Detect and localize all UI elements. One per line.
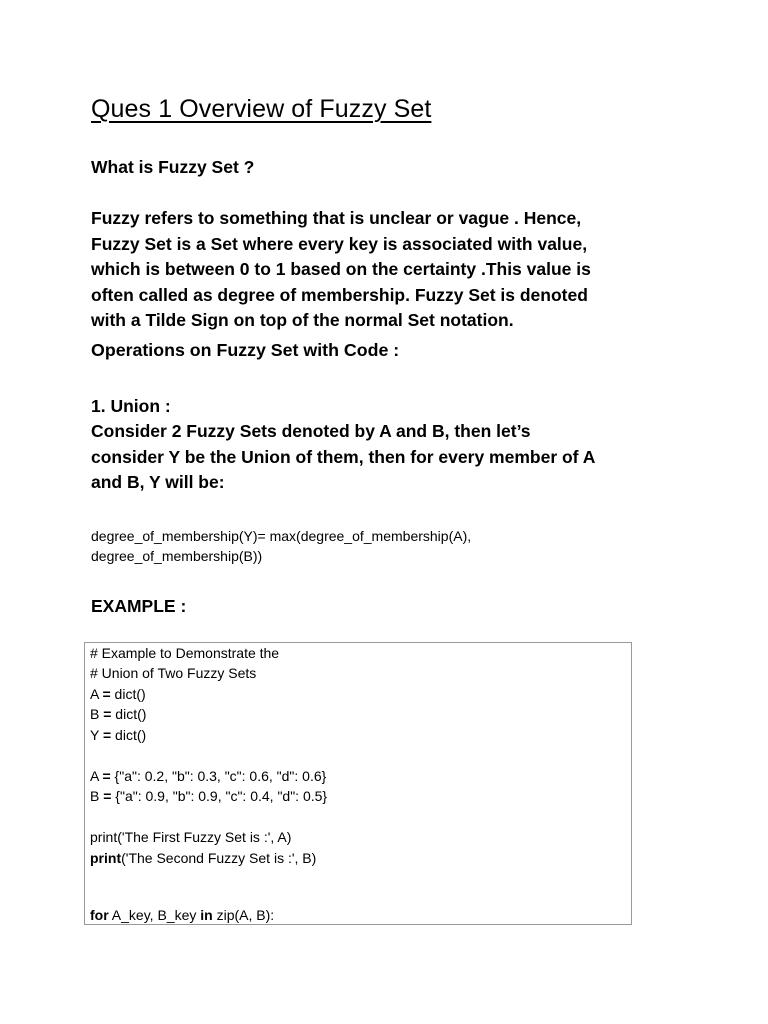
code-operator: = — [103, 706, 112, 722]
intro-line: Fuzzy Set is a Set where every key is associated with value, — [91, 233, 588, 254]
code-text: A — [90, 686, 103, 702]
formula-line: degree_of_membership(B)) — [91, 548, 263, 564]
code-keyword: print — [90, 850, 122, 866]
intro-line: often called as degree of membership. Fuzzy Set is denoted — [91, 284, 588, 305]
union-line: consider Y be the Union of them, then for every member of A — [91, 446, 596, 467]
code-line — [90, 848, 316, 868]
code-operator: = — [102, 727, 112, 743]
union-description — [91, 419, 691, 496]
intro-line: with a Tilde Sign on top of the normal Set notation. — [91, 310, 514, 331]
intro-paragraph — [91, 206, 691, 334]
code-text: dict() — [110, 686, 146, 702]
intro-line: Fuzzy refers to something that is unclear or vague . Hence, — [91, 208, 582, 228]
operations-heading: Operations on Fuzzy Set with Code : — [91, 340, 400, 360]
code-line — [90, 766, 326, 786]
code-line — [90, 786, 327, 806]
code-text: Y — [90, 727, 103, 743]
code-text: dict() — [111, 706, 147, 722]
code-text: A_key, B_key — [108, 907, 201, 923]
code-comment-line: # Union of Two Fuzzy Sets — [90, 665, 257, 681]
code-line — [90, 704, 146, 724]
code-line — [90, 905, 274, 925]
code-line — [90, 684, 146, 704]
code-text: B — [90, 788, 104, 804]
union-formula — [91, 526, 651, 566]
code-text: A — [90, 768, 103, 784]
page-title: Ques 1 Overview of Fuzzy Set — [91, 95, 432, 123]
code-text: dict() — [111, 727, 147, 743]
code-keyword: for — [90, 907, 109, 923]
code-comment-line: # Example to Demonstrate the — [90, 645, 280, 661]
union-heading: 1. Union : — [91, 396, 171, 416]
code-operator: = — [103, 788, 112, 804]
intro-line: which is between 0 to 1 based on the certainty .This value is — [91, 259, 591, 280]
code-line: print('The First Fuzzy Set is :', A) — [90, 829, 292, 845]
code-text: B — [90, 706, 104, 722]
code-text: {"a": 0.9, "b": 0.9, "c": 0.4, "d": 0.5} — [111, 788, 328, 804]
code-operator: = — [102, 768, 111, 784]
code-text: ('The Second Fuzzy Set is :', B) — [121, 850, 317, 866]
question-subheading: What is Fuzzy Set ? — [91, 157, 255, 177]
code-block — [84, 642, 632, 925]
code-text: {"a": 0.2, "b": 0.3, "c": 0.6, "d": 0.6} — [110, 768, 327, 784]
example-label: EXAMPLE : — [91, 596, 187, 616]
union-line: Consider 2 Fuzzy Sets denoted by A and B, then let’s — [91, 421, 531, 441]
code-text: zip(A, B): — [212, 907, 275, 923]
code-line — [90, 725, 146, 745]
code-keyword: in — [200, 907, 213, 923]
formula-line: degree_of_membership(Y)= max(degree_of_membership(A), — [91, 528, 472, 544]
code-operator: = — [102, 686, 111, 702]
union-line: and B, Y will be: — [91, 472, 225, 493]
